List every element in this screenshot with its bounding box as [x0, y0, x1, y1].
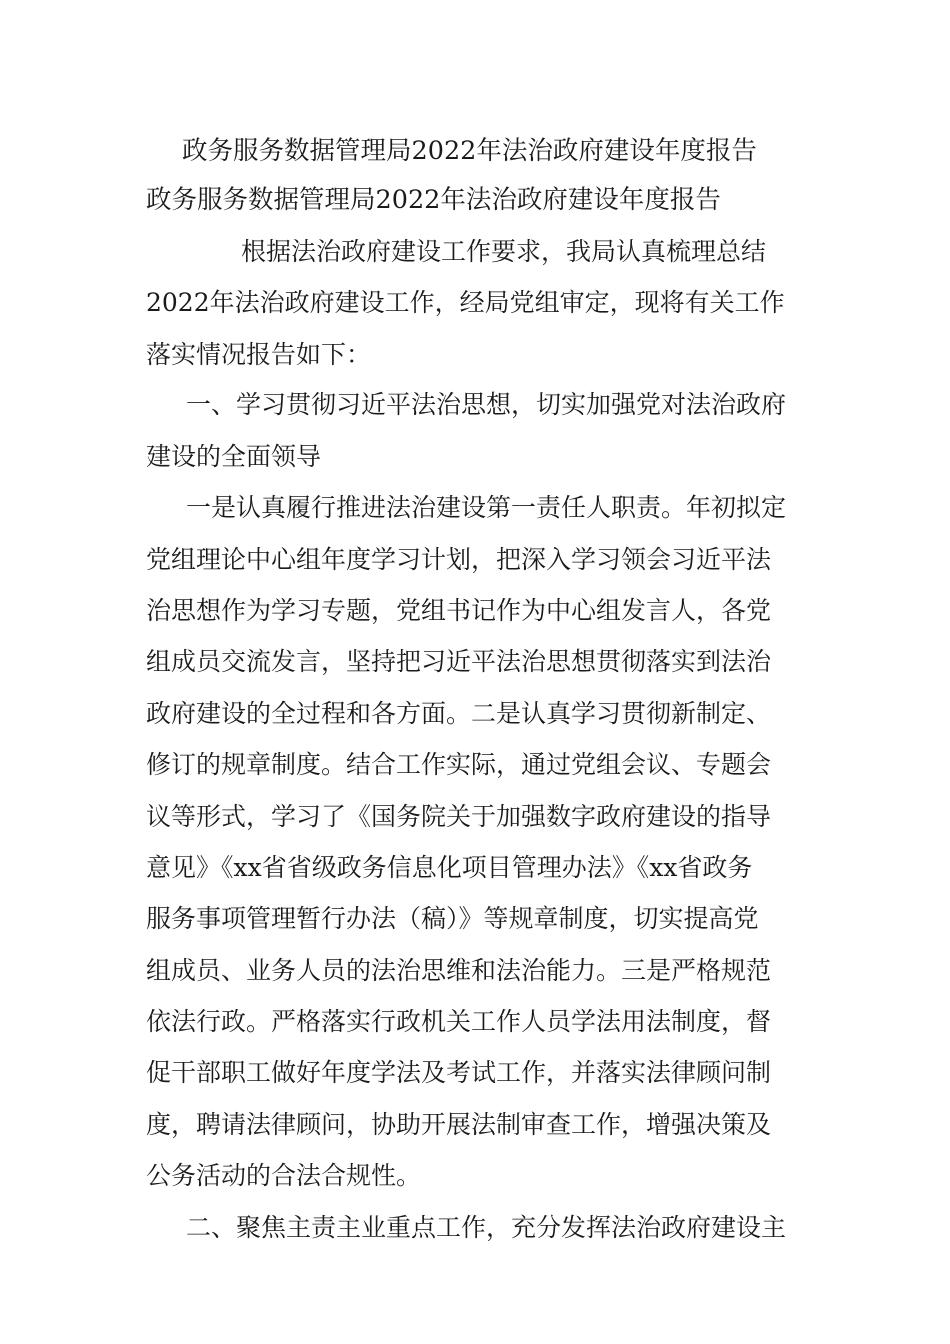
- body-line: 公务活动的合法合规性。: [146, 1161, 422, 1190]
- document-title: 政务服务数据管理局2022年法治政府建设年度报告: [182, 136, 757, 166]
- body-line: 服务事项管理暂行办法（稿）》等规章制度，切实提高党: [146, 904, 759, 933]
- body-line: 促干部职工做好年度学法及考试工作，并落实法律顾问制: [146, 1058, 772, 1087]
- body-line: 政府建设的全过程和各方面。二是认真学习贯彻新制定、: [146, 699, 772, 728]
- body-line: 意见》《xx省省级政务信息化项目管理办法》《xx省政务: [146, 853, 753, 882]
- intro-line: 2022年法治政府建设工作，经局党组审定，现将有关工作: [146, 288, 785, 317]
- body-line: 议等形式，学习了《国务院关于加强数字政府建设的指导: [146, 802, 772, 831]
- body-line: 一是认真履行推进法治建设第一责任人职责。年初拟定: [186, 493, 787, 522]
- intro-line: 落实情况报告如下：: [146, 340, 372, 369]
- body-line: 组成员、业务人员的法治思维和法治能力。三是严格规范: [146, 956, 772, 985]
- body-line: 治思想作为学习专题，党组书记作为中心组发言人，各党: [146, 596, 772, 625]
- intro-line: 根据法治政府建设工作要求，我局认真梳理总结: [241, 237, 767, 266]
- body-line: 修订的规章制度。结合工作实际，通过党组会议、专题会: [146, 750, 772, 779]
- section-heading-1: 一、学习贯彻习近平法治思想，切实加强党对法治政府: [186, 390, 787, 419]
- body-line: 党组理论中心组年度学习计划，把深入学习领会习近平法: [146, 545, 772, 574]
- document-subtitle: 政务服务数据管理局2022年法治政府建设年度报告: [146, 185, 721, 215]
- body-line: 度，聘请法律顾问，协助开展法制审查工作，增强决策及: [146, 1110, 772, 1139]
- section-heading-1: 建设的全面领导: [146, 442, 322, 471]
- body-line: 组成员交流发言，坚持把习近平法治思想贯彻落实到法治: [146, 647, 772, 676]
- body-line: 依法行政。严格落实行政机关工作人员学法用法制度，督: [146, 1007, 772, 1036]
- section-heading-2: 二、聚焦主责主业重点工作，充分发挥法治政府建设主: [186, 1213, 787, 1242]
